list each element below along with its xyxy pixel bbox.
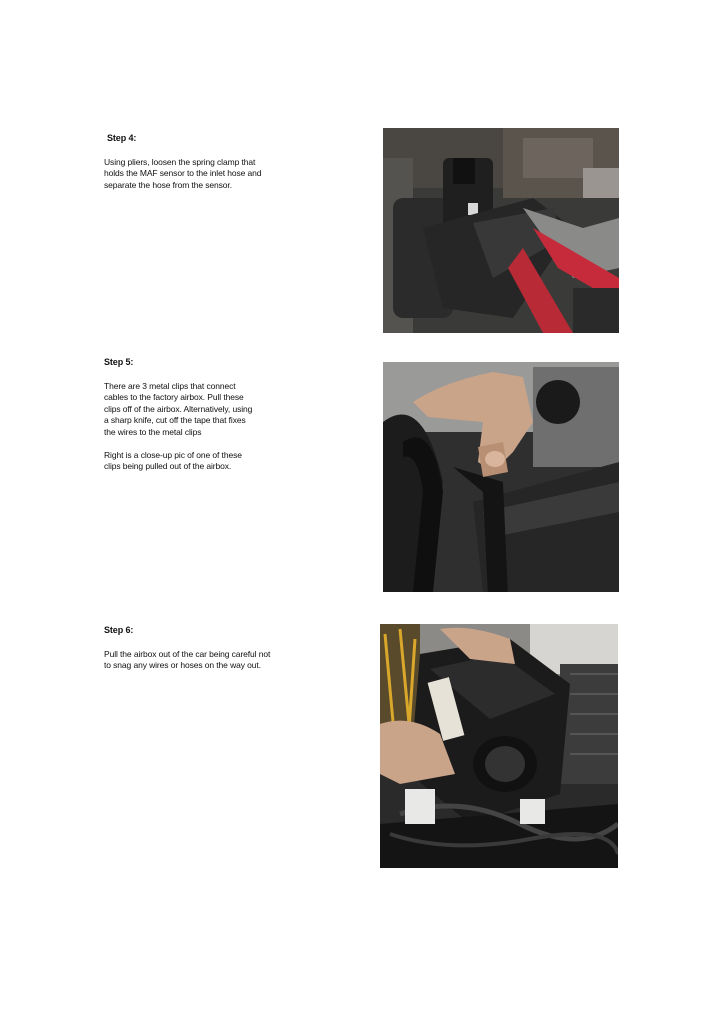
step-5-text [104,357,304,484]
step-6-paragraph: Pull the airbox out of the car being careful not to snag any wires or hoses on the way out. [104,648,271,670]
step-6-photo [380,624,618,868]
step-4-photo [383,128,619,333]
step-4-heading: Step 4: [107,133,137,143]
step-5-heading: Step 5: [104,357,134,367]
step-5-paragraph-2: Right is a close-up pic of one of these clips being pulled out of the airbox. [104,449,242,471]
step-6-heading: Step 6: [104,625,134,635]
step-6-text [104,625,304,683]
step-5-photo [383,362,619,592]
step-5-paragraph-1: There are 3 metal clips that connect cables to the factory airbox. Pull these clips off of the airbox. Alternatively, using a sharp knife, cut off the tape that fixes the wires to the metal clips [104,380,253,437]
step-4-text [104,133,307,203]
step-4-paragraph: Using pliers, loosen the spring clamp that holds the MAF sensor to the inlet hose and separate the hose from the sensor. [104,156,262,190]
